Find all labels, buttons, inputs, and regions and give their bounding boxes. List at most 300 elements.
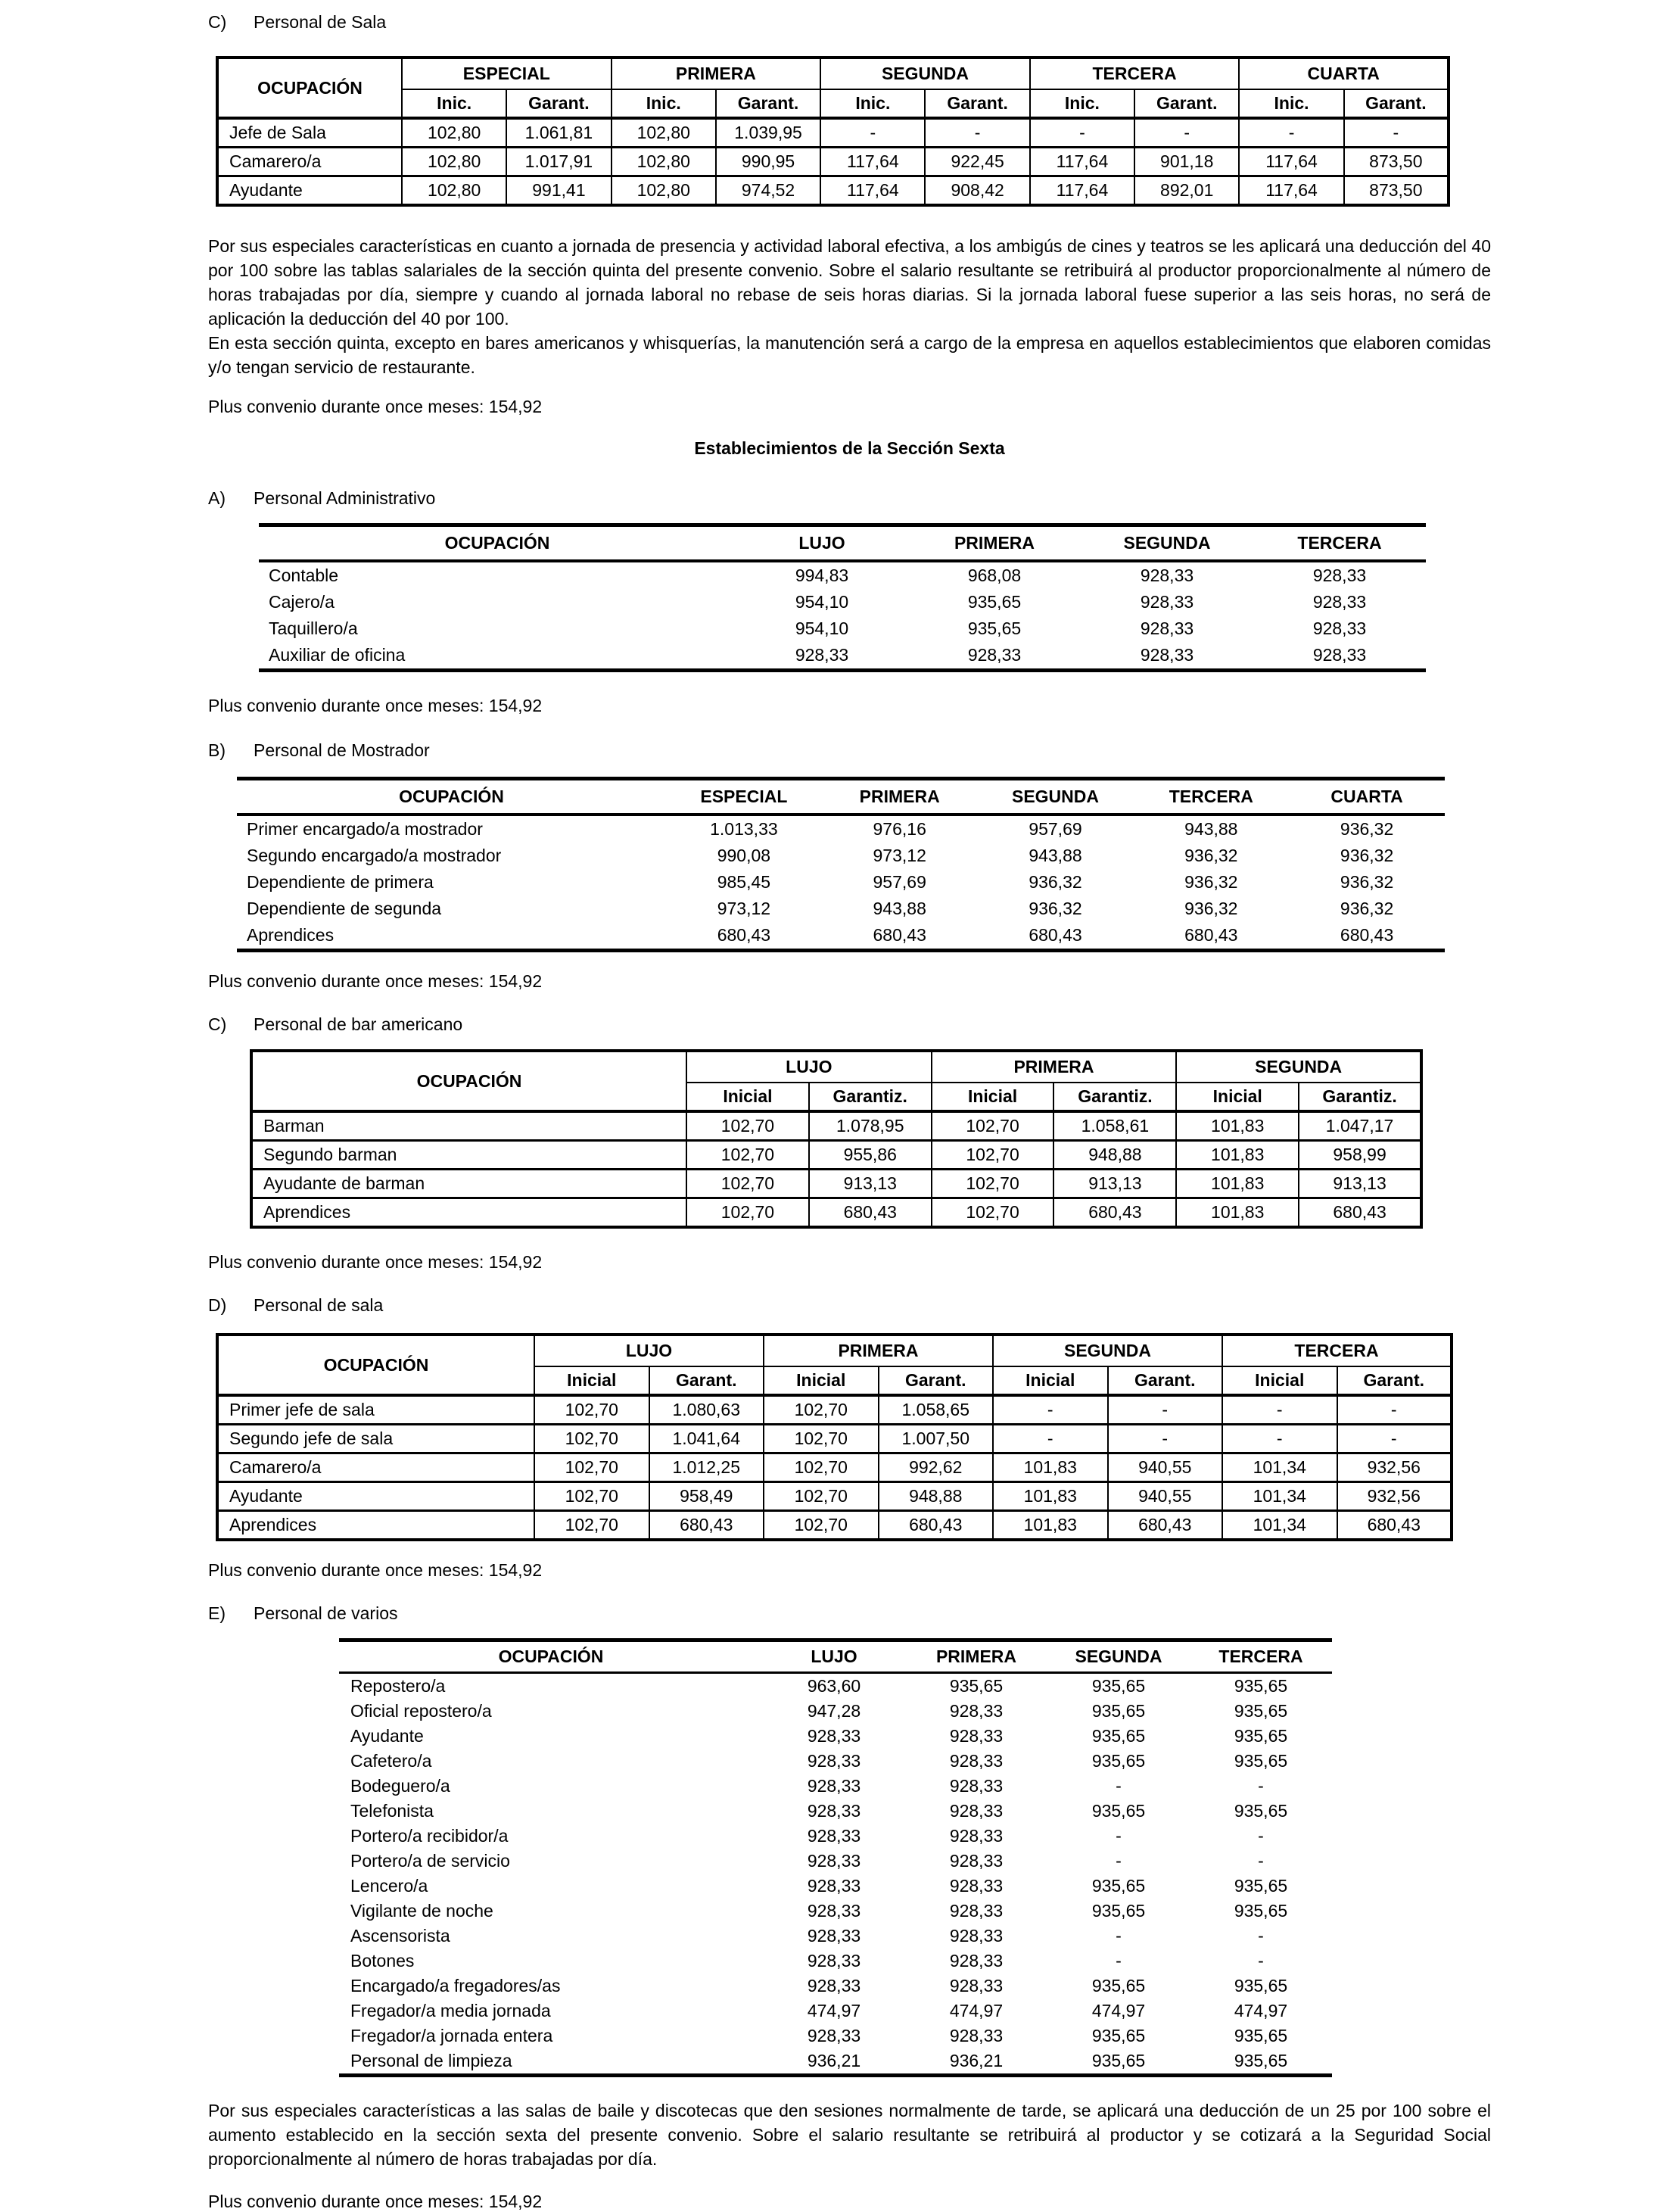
value-cell: 1.058,61 xyxy=(1053,1111,1176,1141)
occupation-cell: Vigilante de noche xyxy=(350,1901,493,1921)
value-cell: 935,65 xyxy=(1234,1701,1288,1721)
value-cell: 935,65 xyxy=(1091,1801,1146,1821)
value-cell: 935,65 xyxy=(1234,1801,1288,1821)
value-cell: 935,65 xyxy=(1091,2026,1146,2045)
value-cell: 102,70 xyxy=(534,1511,649,1541)
value-cell: - xyxy=(993,1395,1108,1425)
value-cell: 102,80 xyxy=(402,176,506,206)
value-cell: 680,43 xyxy=(1340,925,1394,945)
table-row xyxy=(259,589,1426,615)
value-cell: 117,64 xyxy=(1239,148,1343,176)
value-cell: 102,70 xyxy=(686,1141,809,1170)
value-cell: 117,64 xyxy=(1030,148,1134,176)
subcolumn-header: Inicial xyxy=(1176,1083,1299,1111)
value-cell: - xyxy=(993,1425,1108,1453)
table-row xyxy=(237,869,1445,896)
heading-title: Personal Administrativo xyxy=(254,488,436,508)
value-cell: 102,80 xyxy=(612,148,716,176)
occupation-cell: Aprendices xyxy=(251,1198,686,1228)
value-cell: 892,01 xyxy=(1134,176,1239,206)
value-cell: 928,33 xyxy=(807,1951,861,1971)
salary-table-quinta-sala xyxy=(216,56,1450,207)
table-row xyxy=(339,2048,1332,2076)
table-row xyxy=(339,1724,1332,1749)
table-row xyxy=(217,118,1449,148)
value-cell: - xyxy=(1116,1951,1122,1971)
value-cell: 947,28 xyxy=(807,1701,861,1721)
value-cell: 1.013,33 xyxy=(710,819,778,839)
heading-index: B) xyxy=(208,740,226,760)
value-cell: 928,33 xyxy=(807,1926,861,1946)
value-cell: 928,33 xyxy=(949,1976,1004,1995)
value-cell: 936,32 xyxy=(1184,872,1238,892)
value-cell: 913,13 xyxy=(809,1170,932,1198)
occupation-cell: Repostero/a xyxy=(350,1676,446,1696)
value-cell: - xyxy=(1116,1851,1122,1871)
group-header: ESPECIAL xyxy=(402,58,612,89)
value-cell: 943,88 xyxy=(873,899,926,918)
section-heading-administrativo xyxy=(0,487,1665,509)
value-cell: - xyxy=(925,118,1029,148)
value-cell: 928,33 xyxy=(1140,618,1194,638)
value-cell: 102,70 xyxy=(686,1170,809,1198)
value-cell: 928,33 xyxy=(1140,592,1194,612)
occupation-cell: Segundo encargado/a mostrador xyxy=(247,846,502,865)
column-header: PRIMERA xyxy=(908,525,1081,562)
table-row xyxy=(339,1774,1332,1799)
value-cell: 992,62 xyxy=(879,1453,994,1482)
value-cell: 102,70 xyxy=(932,1141,1054,1170)
table-row xyxy=(259,561,1426,589)
value-cell: 936,32 xyxy=(1184,846,1238,865)
occupation-cell: Telefonista xyxy=(350,1801,434,1821)
table-row xyxy=(339,1974,1332,1999)
salary-table-administrativo xyxy=(259,523,1426,672)
column-header: SEGUNDA xyxy=(1047,1640,1190,1673)
table-row xyxy=(217,1395,1452,1425)
occupation-cell: Ascensorista xyxy=(350,1926,450,1946)
value-cell: 102,70 xyxy=(764,1425,879,1453)
value-cell: 680,43 xyxy=(1029,925,1082,945)
column-header: PRIMERA xyxy=(905,1640,1047,1673)
value-cell: 1.047,17 xyxy=(1299,1111,1421,1141)
value-cell: 935,65 xyxy=(967,592,1022,612)
column-header: TERCERA xyxy=(1190,1640,1332,1673)
value-cell: 102,70 xyxy=(534,1395,649,1425)
subcolumn-header: Garant. xyxy=(879,1366,994,1395)
value-cell: 102,70 xyxy=(932,1170,1054,1198)
value-cell: 991,41 xyxy=(506,176,611,206)
occupation-cell: Auxiliar de oficina xyxy=(269,645,406,665)
subcolumn-header: Garantiz. xyxy=(809,1083,932,1111)
value-cell: 913,13 xyxy=(1299,1170,1421,1198)
subcolumn-header: Inicial xyxy=(993,1366,1108,1395)
group-header: TERCERA xyxy=(1030,58,1240,89)
subcolumn-header: Inic. xyxy=(1239,89,1343,118)
value-cell: 101,83 xyxy=(1176,1111,1299,1141)
value-cell: 936,32 xyxy=(1184,899,1238,918)
value-cell: 101,83 xyxy=(1176,1198,1299,1228)
table-row xyxy=(339,1899,1332,1924)
salary-table-sexta-sala xyxy=(216,1333,1453,1541)
value-cell: 955,86 xyxy=(809,1141,932,1170)
value-cell: 928,33 xyxy=(1312,618,1367,638)
value-cell: 102,70 xyxy=(764,1395,879,1425)
value-cell: 101,34 xyxy=(1222,1482,1337,1511)
value-cell: 948,88 xyxy=(1053,1141,1176,1170)
salary-table-mostrador xyxy=(237,777,1445,952)
column-header: SEGUNDA xyxy=(1081,525,1253,562)
value-cell: 474,97 xyxy=(949,2001,1004,2020)
value-cell: 474,97 xyxy=(807,2001,861,2020)
group-header: PRIMERA xyxy=(612,58,821,89)
value-cell: 928,33 xyxy=(1312,592,1367,612)
value-cell: 928,33 xyxy=(949,1901,1004,1921)
value-cell: 928,33 xyxy=(949,1951,1004,1971)
column-header: PRIMERA xyxy=(822,779,978,815)
occupation-cell: Contable xyxy=(269,565,339,585)
value-cell: 680,43 xyxy=(1184,925,1238,945)
subcolumn-header: Garant. xyxy=(716,89,820,118)
value-cell: 102,70 xyxy=(932,1198,1054,1228)
value-cell: 958,99 xyxy=(1299,1141,1421,1170)
value-cell: 936,32 xyxy=(1340,819,1394,839)
value-cell: - xyxy=(1258,1851,1264,1871)
group-header: LUJO xyxy=(686,1051,932,1083)
plus-convenio-note: Plus convenio durante once meses: 154,92 xyxy=(208,2192,543,2211)
value-cell: 102,80 xyxy=(612,118,716,148)
occupation-cell: Aprendices xyxy=(217,1511,534,1541)
occupation-column-header: OCUPACIÓN xyxy=(237,779,666,815)
value-cell: 973,12 xyxy=(717,899,771,918)
subcolumn-header: Inic. xyxy=(820,89,925,118)
table-row xyxy=(339,1824,1332,1849)
occupation-cell: Bodeguero/a xyxy=(350,1776,450,1796)
occupation-column-header: OCUPACIÓN xyxy=(217,1335,534,1395)
value-cell: 935,65 xyxy=(1091,1726,1146,1746)
occupation-cell: Jefe de Sala xyxy=(217,118,402,148)
value-cell: - xyxy=(1116,1776,1122,1796)
table-row xyxy=(217,1453,1452,1482)
value-cell: 680,43 xyxy=(1053,1198,1176,1228)
value-cell: 990,08 xyxy=(717,846,771,865)
column-header: CUARTA xyxy=(1289,779,1445,815)
occupation-cell: Ayudante de barman xyxy=(251,1170,686,1198)
value-cell: - xyxy=(1337,1425,1452,1453)
value-cell: 935,65 xyxy=(967,618,1022,638)
table-row xyxy=(217,1482,1452,1511)
table-row xyxy=(217,1511,1452,1541)
value-cell: 102,80 xyxy=(402,148,506,176)
note-paragraph-sexta: Por sus especiales características a las salas de baile y discotecas que den sesiones normalmente de tarde, se aplicará una deducción de un 25 por 100 sobre el aumento establecido en la sección sexta del presente convenio. Sobre el salario resultante se retribuirá al productor y se cotizará a la Seguridad Social proporcionalmente al número de horas trabajadas por día. xyxy=(208,2101,1491,2169)
occupation-cell: Aprendices xyxy=(247,925,335,945)
value-cell: - xyxy=(1108,1395,1223,1425)
table-row xyxy=(339,1699,1332,1724)
value-cell: 973,12 xyxy=(873,846,926,865)
table-row xyxy=(251,1141,1421,1170)
value-cell: 102,80 xyxy=(402,118,506,148)
value-cell: 102,70 xyxy=(534,1453,649,1482)
value-cell: 680,43 xyxy=(873,925,926,945)
value-cell: 928,33 xyxy=(967,645,1022,665)
table-row xyxy=(251,1111,1421,1141)
table-row xyxy=(217,176,1449,206)
value-cell: 680,43 xyxy=(1337,1511,1452,1541)
value-cell: 943,88 xyxy=(1184,819,1238,839)
value-cell: - xyxy=(1030,118,1134,148)
value-cell: 101,34 xyxy=(1222,1511,1337,1541)
value-cell: 117,64 xyxy=(1239,176,1343,206)
value-cell: 101,83 xyxy=(1176,1141,1299,1170)
occupation-cell: Lencero/a xyxy=(350,1876,428,1896)
value-cell: 954,10 xyxy=(795,618,849,638)
value-cell: 928,33 xyxy=(807,1726,861,1746)
table-row xyxy=(339,1799,1332,1824)
value-cell: 928,33 xyxy=(949,1876,1004,1896)
table-row xyxy=(339,1849,1332,1874)
value-cell: 101,83 xyxy=(993,1453,1108,1482)
group-header: TERCERA xyxy=(1222,1335,1452,1366)
salary-table-varios xyxy=(339,1638,1332,2077)
occupation-cell: Ayudante xyxy=(350,1726,424,1746)
value-cell: 102,70 xyxy=(534,1425,649,1453)
value-cell: 932,56 xyxy=(1337,1482,1452,1511)
occupation-cell: Camarero/a xyxy=(217,148,402,176)
value-cell: 990,95 xyxy=(716,148,820,176)
occupation-column-header: OCUPACIÓN xyxy=(259,525,736,562)
value-cell: 1.061,81 xyxy=(506,118,611,148)
occupation-cell: Dependiente de segunda xyxy=(247,899,442,918)
table-row xyxy=(259,642,1426,671)
value-cell: 928,33 xyxy=(949,1826,1004,1846)
value-cell: 101,83 xyxy=(993,1511,1108,1541)
value-cell: 928,33 xyxy=(1140,565,1194,585)
section-heading-bar-americano xyxy=(0,1013,1665,1036)
heading-index: C) xyxy=(208,1014,227,1034)
occupation-cell: Portero/a recibidor/a xyxy=(350,1826,509,1846)
column-header: TERCERA xyxy=(1253,525,1426,562)
value-cell: 935,65 xyxy=(1091,1751,1146,1771)
occupation-cell: Ayudante xyxy=(217,176,402,206)
group-header: CUARTA xyxy=(1239,58,1449,89)
value-cell: 1.007,50 xyxy=(879,1425,994,1453)
occupation-cell: Segundo jefe de sala xyxy=(217,1425,534,1453)
subcolumn-header: Garant. xyxy=(506,89,611,118)
value-cell: 680,43 xyxy=(717,925,771,945)
value-cell: 928,33 xyxy=(949,1776,1004,1796)
value-cell: 928,33 xyxy=(949,1926,1004,1946)
value-cell: 928,33 xyxy=(807,1901,861,1921)
value-cell: 948,88 xyxy=(879,1482,994,1511)
value-cell: 1.078,95 xyxy=(809,1111,932,1141)
value-cell: 117,64 xyxy=(1030,176,1134,206)
value-cell: 957,69 xyxy=(1029,819,1082,839)
column-header-row xyxy=(259,525,1426,562)
value-cell: 102,70 xyxy=(534,1482,649,1511)
note-paragraph-quinta-2: En esta sección quinta, excepto en bares americanos y whisquerías, la manutención será a cargo de la empresa en aquellos establecimientos que elaboren comidas y/o tengan servicio de restaurante. xyxy=(208,333,1491,377)
note-paragraph-quinta-1: Por sus especiales características en cuanto a jornada de presencia y actividad laboral efectiva, a los ambigús de cines y teatros se les aplicará una deducción del 40 por 100 sobre las tablas salariales de la sección quinta del presente convenio. Sobre el salario resultante se retribuirá al productor proporcionalmente al número de horas trabajadas por día, siempre y cuando al jornada laboral no rebase de seis horas diarias. Si la jornada laboral fuese superior a las seis horas, no será de aplicación la deducción del 40 por 100. xyxy=(208,236,1491,329)
column-header-row xyxy=(237,779,1445,815)
value-cell: 101,83 xyxy=(993,1482,1108,1511)
value-cell: 928,33 xyxy=(1312,645,1367,665)
value-cell: 935,65 xyxy=(1091,2051,1146,2070)
value-cell: - xyxy=(1258,1951,1264,1971)
column-header: ESPECIAL xyxy=(666,779,822,815)
column-header: SEGUNDA xyxy=(978,779,1134,815)
table-row xyxy=(217,148,1449,176)
group-header: SEGUNDA xyxy=(993,1335,1222,1366)
value-cell: 102,70 xyxy=(764,1453,879,1482)
column-header: TERCERA xyxy=(1133,779,1289,815)
table-row xyxy=(217,1425,1452,1453)
value-cell: 102,70 xyxy=(932,1111,1054,1141)
group-header: PRIMERA xyxy=(764,1335,993,1366)
value-cell: 873,50 xyxy=(1344,148,1449,176)
table-row xyxy=(339,1874,1332,1899)
value-cell: 680,43 xyxy=(649,1511,764,1541)
value-cell: 102,70 xyxy=(764,1511,879,1541)
plus-convenio-note: Plus convenio durante once meses: 154,92 xyxy=(208,696,543,715)
group-header: SEGUNDA xyxy=(1176,1051,1421,1083)
value-cell: 935,65 xyxy=(1091,1676,1146,1696)
value-cell: 935,65 xyxy=(1091,1976,1146,1995)
value-cell: 940,55 xyxy=(1108,1482,1223,1511)
value-cell: 1.017,91 xyxy=(506,148,611,176)
heading-title: Personal de varios xyxy=(254,1603,398,1623)
table-row xyxy=(339,1673,1332,1700)
occupation-column-header: OCUPACIÓN xyxy=(217,58,402,118)
value-cell: 928,33 xyxy=(807,1776,861,1796)
table-row xyxy=(339,1999,1332,2024)
value-cell: 935,65 xyxy=(1234,2026,1288,2045)
group-header-row xyxy=(217,1335,1452,1366)
value-cell: 935,65 xyxy=(1234,1901,1288,1921)
value-cell: 936,32 xyxy=(1029,899,1082,918)
table-row xyxy=(339,2024,1332,2048)
heading-index: E) xyxy=(208,1603,226,1623)
value-cell: 928,33 xyxy=(807,1851,861,1871)
heading-index: C) xyxy=(208,12,227,32)
occupation-cell: Oficial repostero/a xyxy=(350,1701,492,1721)
value-cell: 680,43 xyxy=(1299,1198,1421,1228)
value-cell: 928,33 xyxy=(949,1701,1004,1721)
value-cell: 985,45 xyxy=(717,872,771,892)
value-cell: 935,65 xyxy=(949,1676,1004,1696)
occupation-cell: Cafetero/a xyxy=(350,1751,432,1771)
table-row xyxy=(339,1949,1332,1974)
heading-title: Personal de Sala xyxy=(254,12,387,32)
column-header: LUJO xyxy=(736,525,908,562)
value-cell: 957,69 xyxy=(873,872,926,892)
subcolumn-header: Inic. xyxy=(1030,89,1134,118)
value-cell: 102,70 xyxy=(686,1111,809,1141)
section-heading-varios xyxy=(0,1602,1665,1625)
occupation-cell: Dependiente de primera xyxy=(247,872,434,892)
value-cell: 936,32 xyxy=(1340,872,1394,892)
value-cell: 873,50 xyxy=(1344,176,1449,206)
value-cell: 928,33 xyxy=(1312,565,1367,585)
value-cell: 928,33 xyxy=(795,645,849,665)
value-cell: 101,83 xyxy=(1176,1170,1299,1198)
value-cell: 1.058,65 xyxy=(879,1395,994,1425)
occupation-cell: Cajero/a xyxy=(269,592,335,612)
value-cell: 928,33 xyxy=(807,2026,861,2045)
value-cell: 928,33 xyxy=(807,1801,861,1821)
value-cell: 974,52 xyxy=(716,176,820,206)
value-cell: 935,65 xyxy=(1234,1976,1288,1995)
value-cell: 913,13 xyxy=(1053,1170,1176,1198)
value-cell: 928,33 xyxy=(949,2026,1004,2045)
salary-table-bar-americano xyxy=(250,1049,1423,1229)
occupation-cell: Encargado/a fregadores/as xyxy=(350,1976,561,1995)
value-cell: - xyxy=(1134,118,1239,148)
value-cell: 935,65 xyxy=(1234,1726,1288,1746)
table-row xyxy=(251,1170,1421,1198)
occupation-cell: Fregador/a media jornada xyxy=(350,2001,551,2020)
value-cell: - xyxy=(1116,1926,1122,1946)
value-cell: 928,33 xyxy=(949,1726,1004,1746)
value-cell: 117,64 xyxy=(820,148,925,176)
value-cell: 935,65 xyxy=(1234,1751,1288,1771)
subcolumn-header: Inic. xyxy=(402,89,506,118)
value-cell: 474,97 xyxy=(1234,2001,1288,2020)
value-cell: 901,18 xyxy=(1134,148,1239,176)
heading-index: D) xyxy=(208,1295,227,1315)
occupation-cell: Camarero/a xyxy=(217,1453,534,1482)
occupation-column-header: OCUPACIÓN xyxy=(251,1051,686,1111)
plus-convenio-note: Plus convenio durante once meses: 154,92 xyxy=(208,397,543,416)
plus-convenio-note: Plus convenio durante once meses: 154,92 xyxy=(208,1560,543,1580)
value-cell: 1.080,63 xyxy=(649,1395,764,1425)
subcolumn-header: Inicial xyxy=(534,1366,649,1395)
occupation-cell: Barman xyxy=(251,1111,686,1141)
occupation-cell: Taquillero/a xyxy=(269,618,358,638)
value-cell: - xyxy=(1108,1425,1223,1453)
value-cell: 102,70 xyxy=(686,1198,809,1228)
table-row xyxy=(251,1198,1421,1228)
table-row xyxy=(339,1924,1332,1949)
value-cell: 117,64 xyxy=(820,176,925,206)
value-cell: 928,33 xyxy=(949,1851,1004,1871)
table-row xyxy=(339,1749,1332,1774)
subcolumn-header: Inicial xyxy=(764,1366,879,1395)
subcolumn-header: Garantiz. xyxy=(1053,1083,1176,1111)
value-cell: 928,33 xyxy=(807,1876,861,1896)
subcolumn-header: Inic. xyxy=(612,89,716,118)
value-cell: 968,08 xyxy=(967,565,1022,585)
value-cell: 1.012,25 xyxy=(649,1453,764,1482)
value-cell: 928,33 xyxy=(807,1826,861,1846)
occupation-cell: Segundo barman xyxy=(251,1141,686,1170)
section-title-sexta: Establecimientos de la Sección Sexta xyxy=(694,438,1005,458)
group-header-row xyxy=(251,1051,1421,1083)
value-cell: 963,60 xyxy=(807,1676,861,1696)
value-cell: - xyxy=(1239,118,1343,148)
subcolumn-header: Garant. xyxy=(1337,1366,1452,1395)
value-cell: 958,49 xyxy=(649,1482,764,1511)
value-cell: 102,80 xyxy=(612,176,716,206)
value-cell: 936,21 xyxy=(807,2051,861,2070)
value-cell: - xyxy=(1222,1395,1337,1425)
value-cell: 922,45 xyxy=(925,148,1029,176)
value-cell: 102,70 xyxy=(764,1482,879,1511)
column-header-row xyxy=(339,1640,1332,1673)
value-cell: 928,33 xyxy=(807,1751,861,1771)
subcolumn-header: Garant. xyxy=(649,1366,764,1395)
value-cell: - xyxy=(1337,1395,1452,1425)
table-row xyxy=(237,922,1445,951)
value-cell: 936,32 xyxy=(1340,846,1394,865)
